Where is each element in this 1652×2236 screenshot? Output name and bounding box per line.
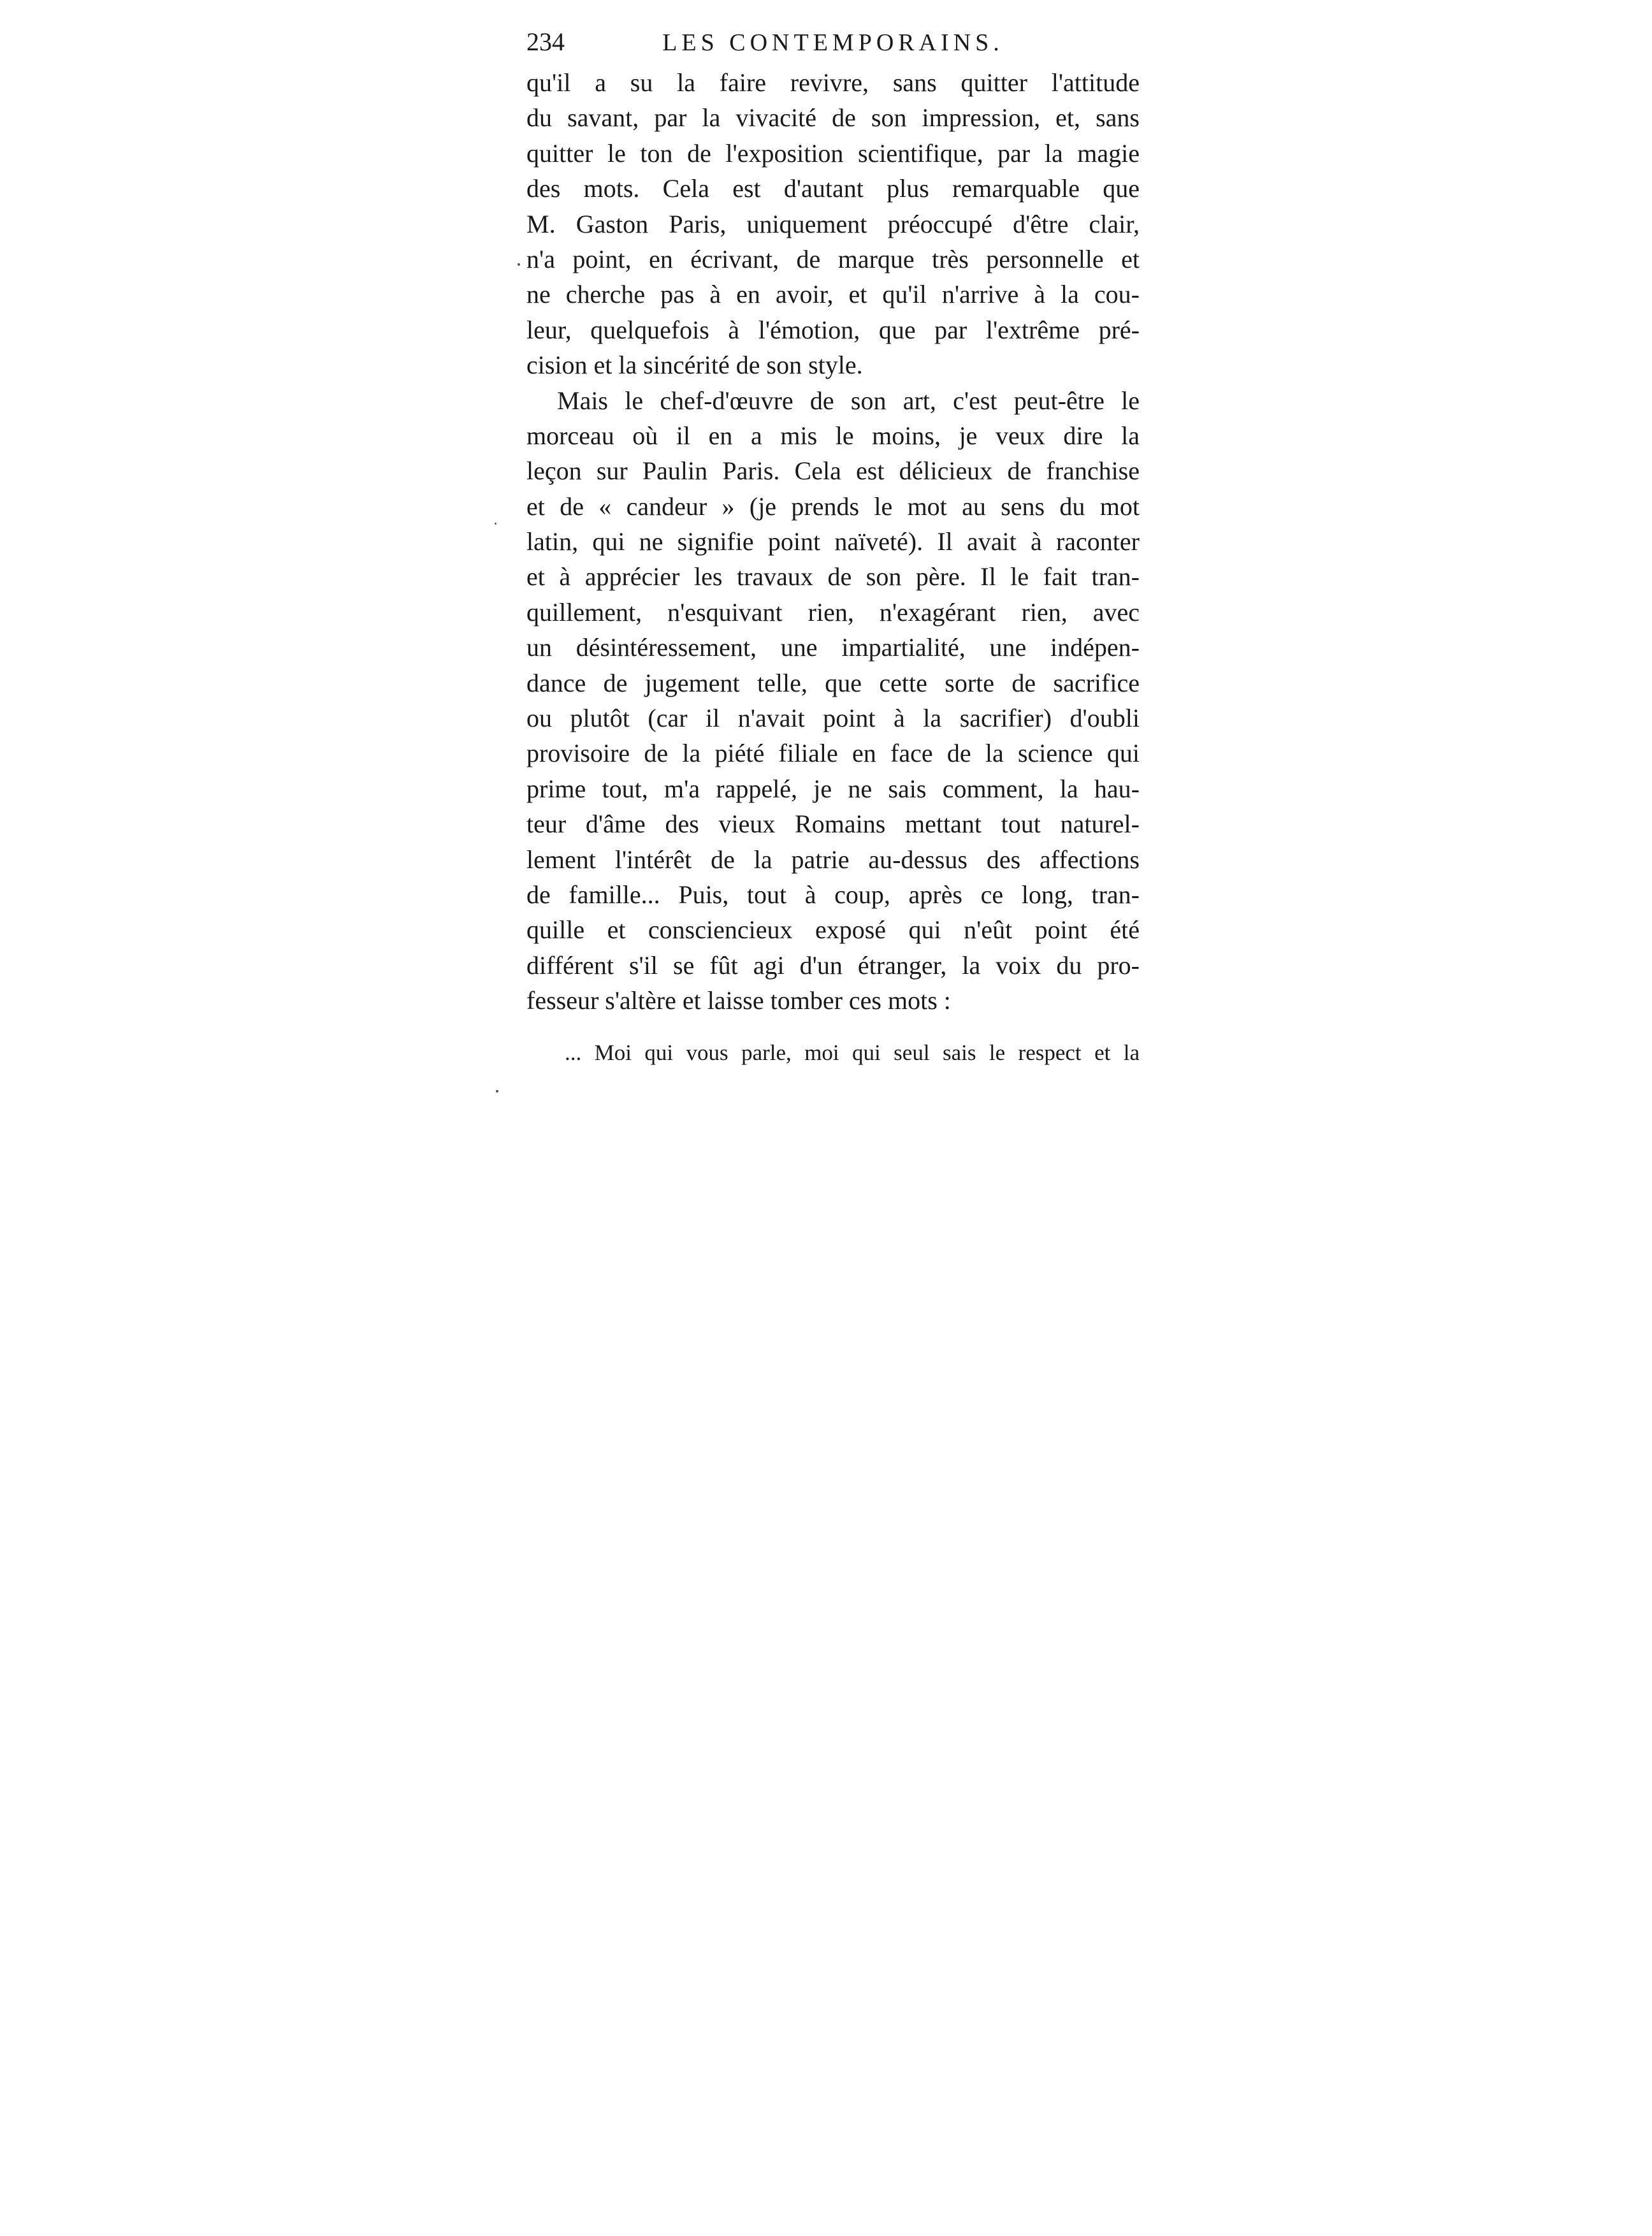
- text-block: [526, 19, 1140, 1070]
- text-line: lement l'intérêt de la patrie au-dessus des affections: [526, 845, 1140, 874]
- text-line: quitter le ton de l'exposition scientifique, par la magie: [526, 138, 1140, 168]
- text-line: n'a point, en écrivant, de marque très personnelle et: [526, 244, 1140, 273]
- text-line: cision et la sincérité de son style.: [526, 351, 863, 380]
- paragraph-1: [526, 65, 1140, 383]
- text-line: fesseur s'altère et laisse tomber ces mots :: [526, 986, 951, 1015]
- print-speck: [496, 1090, 498, 1093]
- text-line: ne cherche pas à en avoir, et qu'il n'arrive à la cou-: [526, 280, 1140, 309]
- text-line: dance de jugement telle, que cette sorte de sacrifice: [526, 668, 1140, 697]
- text-line: quillement, n'esquivant rien, n'exagérant rien, avec: [526, 597, 1140, 627]
- text-line: qu'il a su la faire revivre, sans quitter l'attitude: [526, 68, 1140, 97]
- text-line: Mais le chef-d'œuvre de son art, c'est peut-être le: [557, 386, 1140, 415]
- text-line: leçon sur Paulin Paris. Cela est délicieux de franchise: [526, 456, 1140, 486]
- paragraph-2: [526, 383, 1140, 1019]
- quote-line: ... Moi qui vous parle, moi qui seul sais le respect et la: [565, 1040, 1140, 1065]
- text-line: et à apprécier les travaux de son père. Il le fait tran-: [526, 562, 1140, 592]
- text-line: prime tout, m'a rappelé, je ne sais comment, la hau-: [526, 774, 1140, 803]
- text-line: latin, qui ne signifie point naïveté). Il avait à raconter: [526, 527, 1140, 556]
- text-line: provisoire de la piété filiale en face de la science qui: [526, 739, 1140, 768]
- text-line: morceau où il en a mis le moins, je veux dire la: [526, 421, 1140, 450]
- text-line: et de « candeur » (je prends le mot au sens du mot: [526, 491, 1140, 521]
- text-line: du savant, par la vivacité de son impression, et, sans: [526, 103, 1140, 133]
- print-speck: [518, 263, 520, 266]
- print-speck: [495, 523, 496, 525]
- text-line: un désintéressement, une impartialité, une indépen-: [526, 633, 1140, 662]
- text-line: M. Gaston Paris, uniquement préoccupé d'être clair,: [526, 209, 1140, 238]
- text-line: quille et consciencieux exposé qui n'eût point été: [526, 915, 1140, 945]
- page-number: 234: [526, 27, 565, 56]
- text-line: teur d'âme des vieux Romains mettant tout naturel-: [526, 809, 1140, 839]
- text-line: de famille... Puis, tout à coup, après ce long, tran-: [526, 880, 1140, 909]
- text-line: des mots. Cela est d'autant plus remarquable que: [526, 174, 1140, 203]
- text-line: leur, quelquefois à l'émotion, que par l'extrême pré-: [526, 315, 1140, 344]
- running-head: [526, 19, 1140, 65]
- quotation: [526, 1035, 1140, 1070]
- text-line: différent s'il se fût agi d'un étranger, la voix du pro-: [526, 950, 1140, 980]
- running-title: LES CONTEMPORAINS.: [662, 29, 1004, 56]
- text-line: ou plutôt (car il n'avait point à la sacrifier) d'oubli: [526, 704, 1140, 733]
